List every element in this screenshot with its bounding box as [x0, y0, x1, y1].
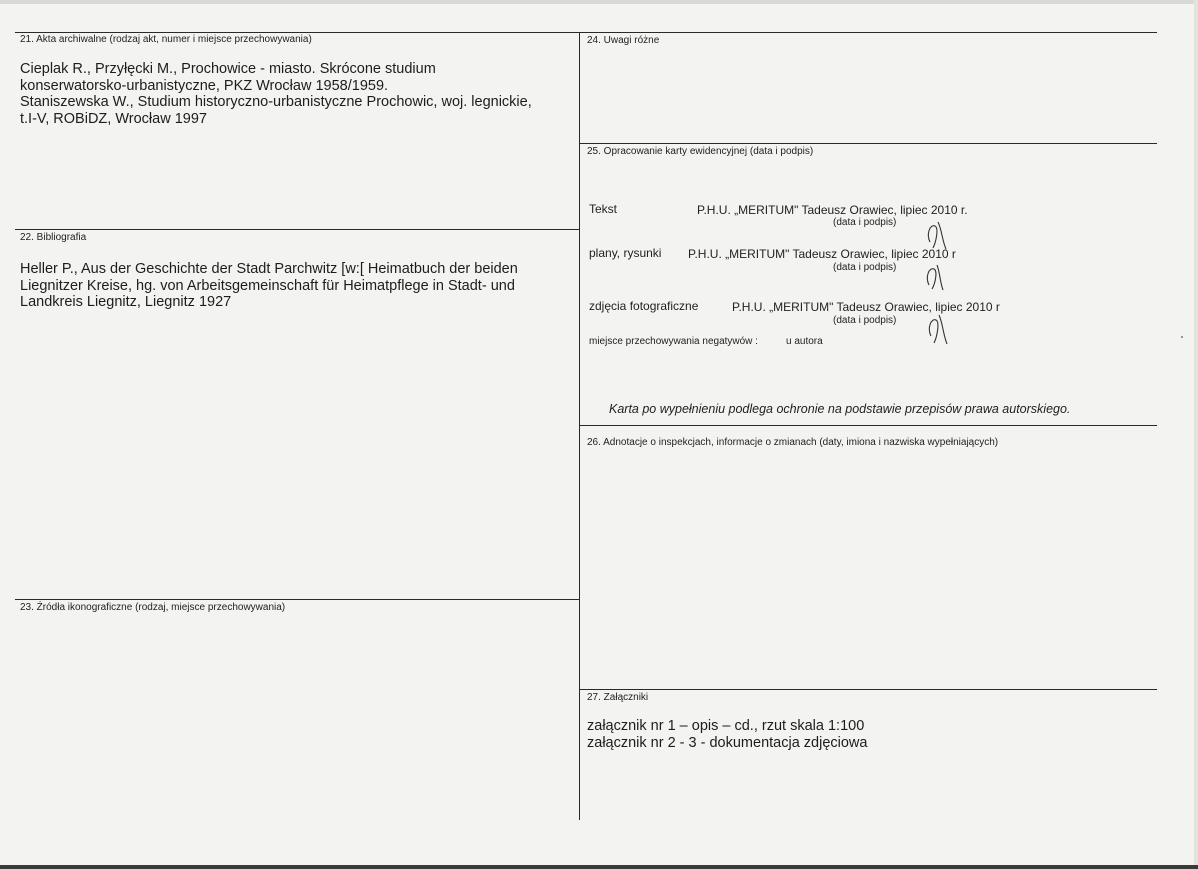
top-rule-right [580, 32, 1157, 33]
section-22-header: 22. Bibliografia [20, 232, 87, 243]
section-24-header: 24. Uwagi różne [587, 35, 660, 46]
signature-mark [925, 310, 951, 346]
zdjecia-value: P.H.U. „MERITUM" Tadeusz Orawiec, lipiec 2010 r [732, 300, 1000, 314]
section-23-header: 23. Źródła ikonograficzne (rodzaj, miejsce przechowywania) [20, 602, 286, 613]
section-22-line: Heller P., Aus der Geschichte der Stadt Parchwitz [w:[ Heimatbuch der beiden [20, 261, 518, 277]
rule-23 [15, 599, 580, 600]
section-27-header: 27. Załączniki [587, 692, 649, 703]
section-27-line: załącznik nr 2 - 3 - dokumentacja zdjęciowa [587, 734, 868, 751]
tekst-value: P.H.U. „MERITUM" Tadeusz Orawiec, lipiec 2010 r. [697, 203, 968, 217]
rule-26 [580, 425, 1157, 426]
tekst-caption: (data i podpis) [833, 217, 897, 228]
card-right-edge [1194, 0, 1198, 869]
signature-zdjecia [925, 310, 951, 346]
signature-mark [922, 258, 948, 294]
plany-value: P.H.U. „MERITUM" Tadeusz Orawiec, lipiec 2010 r [688, 247, 956, 261]
scan-speck [1181, 336, 1183, 338]
section-21-line: konserwatorsko-urbanistyczne, PKZ Wrocław 1958/1959. [20, 77, 389, 94]
section-21-line: t.I-V, ROBiDZ, Wrocław 1997 [20, 110, 207, 127]
negatives-value: u autora [786, 336, 823, 347]
section-22-line: Liegnitzer Kreise, hg. von Arbeitsgemeinschaft für Heimatpflege in Stadt- und [20, 277, 515, 294]
section-21-content [20, 61, 532, 127]
section-27-content [587, 718, 867, 751]
signature-plany [922, 258, 948, 294]
zdjecia-label: zdjęcia fotograficzne [589, 299, 699, 313]
center-divider [579, 32, 580, 820]
tekst-label: Tekst [589, 202, 618, 216]
top-rule-left [15, 32, 580, 33]
section-22-content [20, 261, 518, 311]
plany-label: plany, rysunki [589, 246, 662, 260]
section-21-header: 21. Akta archiwalne (rodzaj akt, numer i miejsce przechowywania) [20, 34, 312, 45]
rule-25 [580, 143, 1157, 144]
rule-22 [15, 229, 580, 230]
section-21-line: Staniszewska W., Studium historyczno-urbanistyczne Prochowic, woj. legnickie, [20, 94, 532, 110]
card-top-edge [0, 0, 1198, 4]
section-21-line: Cieplak R., Przyłęcki M., Prochowice - miasto. Skrócone studium [20, 61, 436, 77]
section-26-header: 26. Adnotacje o inspekcjach, informacje o zmianach (daty, imiona i nazwiska wypełniających) [587, 437, 999, 448]
card-bottom-edge [0, 865, 1198, 869]
section-27-line: załącznik nr 1 – opis – cd., rzut skala 1:100 [587, 718, 865, 734]
zdjecia-caption: (data i podpis) [833, 315, 897, 326]
section-22-line: Landkreis Liegnitz, Liegnitz 1927 [20, 294, 232, 310]
copyright-note: Karta po wypełnieniu podlega ochronie na podstawie przepisów prawa autorskiego. [609, 402, 1071, 416]
plany-caption: (data i podpis) [833, 262, 897, 273]
negatives-label: miejsce przechowywania negatywów : [589, 336, 758, 347]
rule-27 [580, 689, 1157, 690]
section-25-header: 25. Opracowanie karty ewidencyjnej (data i podpis) [587, 146, 814, 157]
